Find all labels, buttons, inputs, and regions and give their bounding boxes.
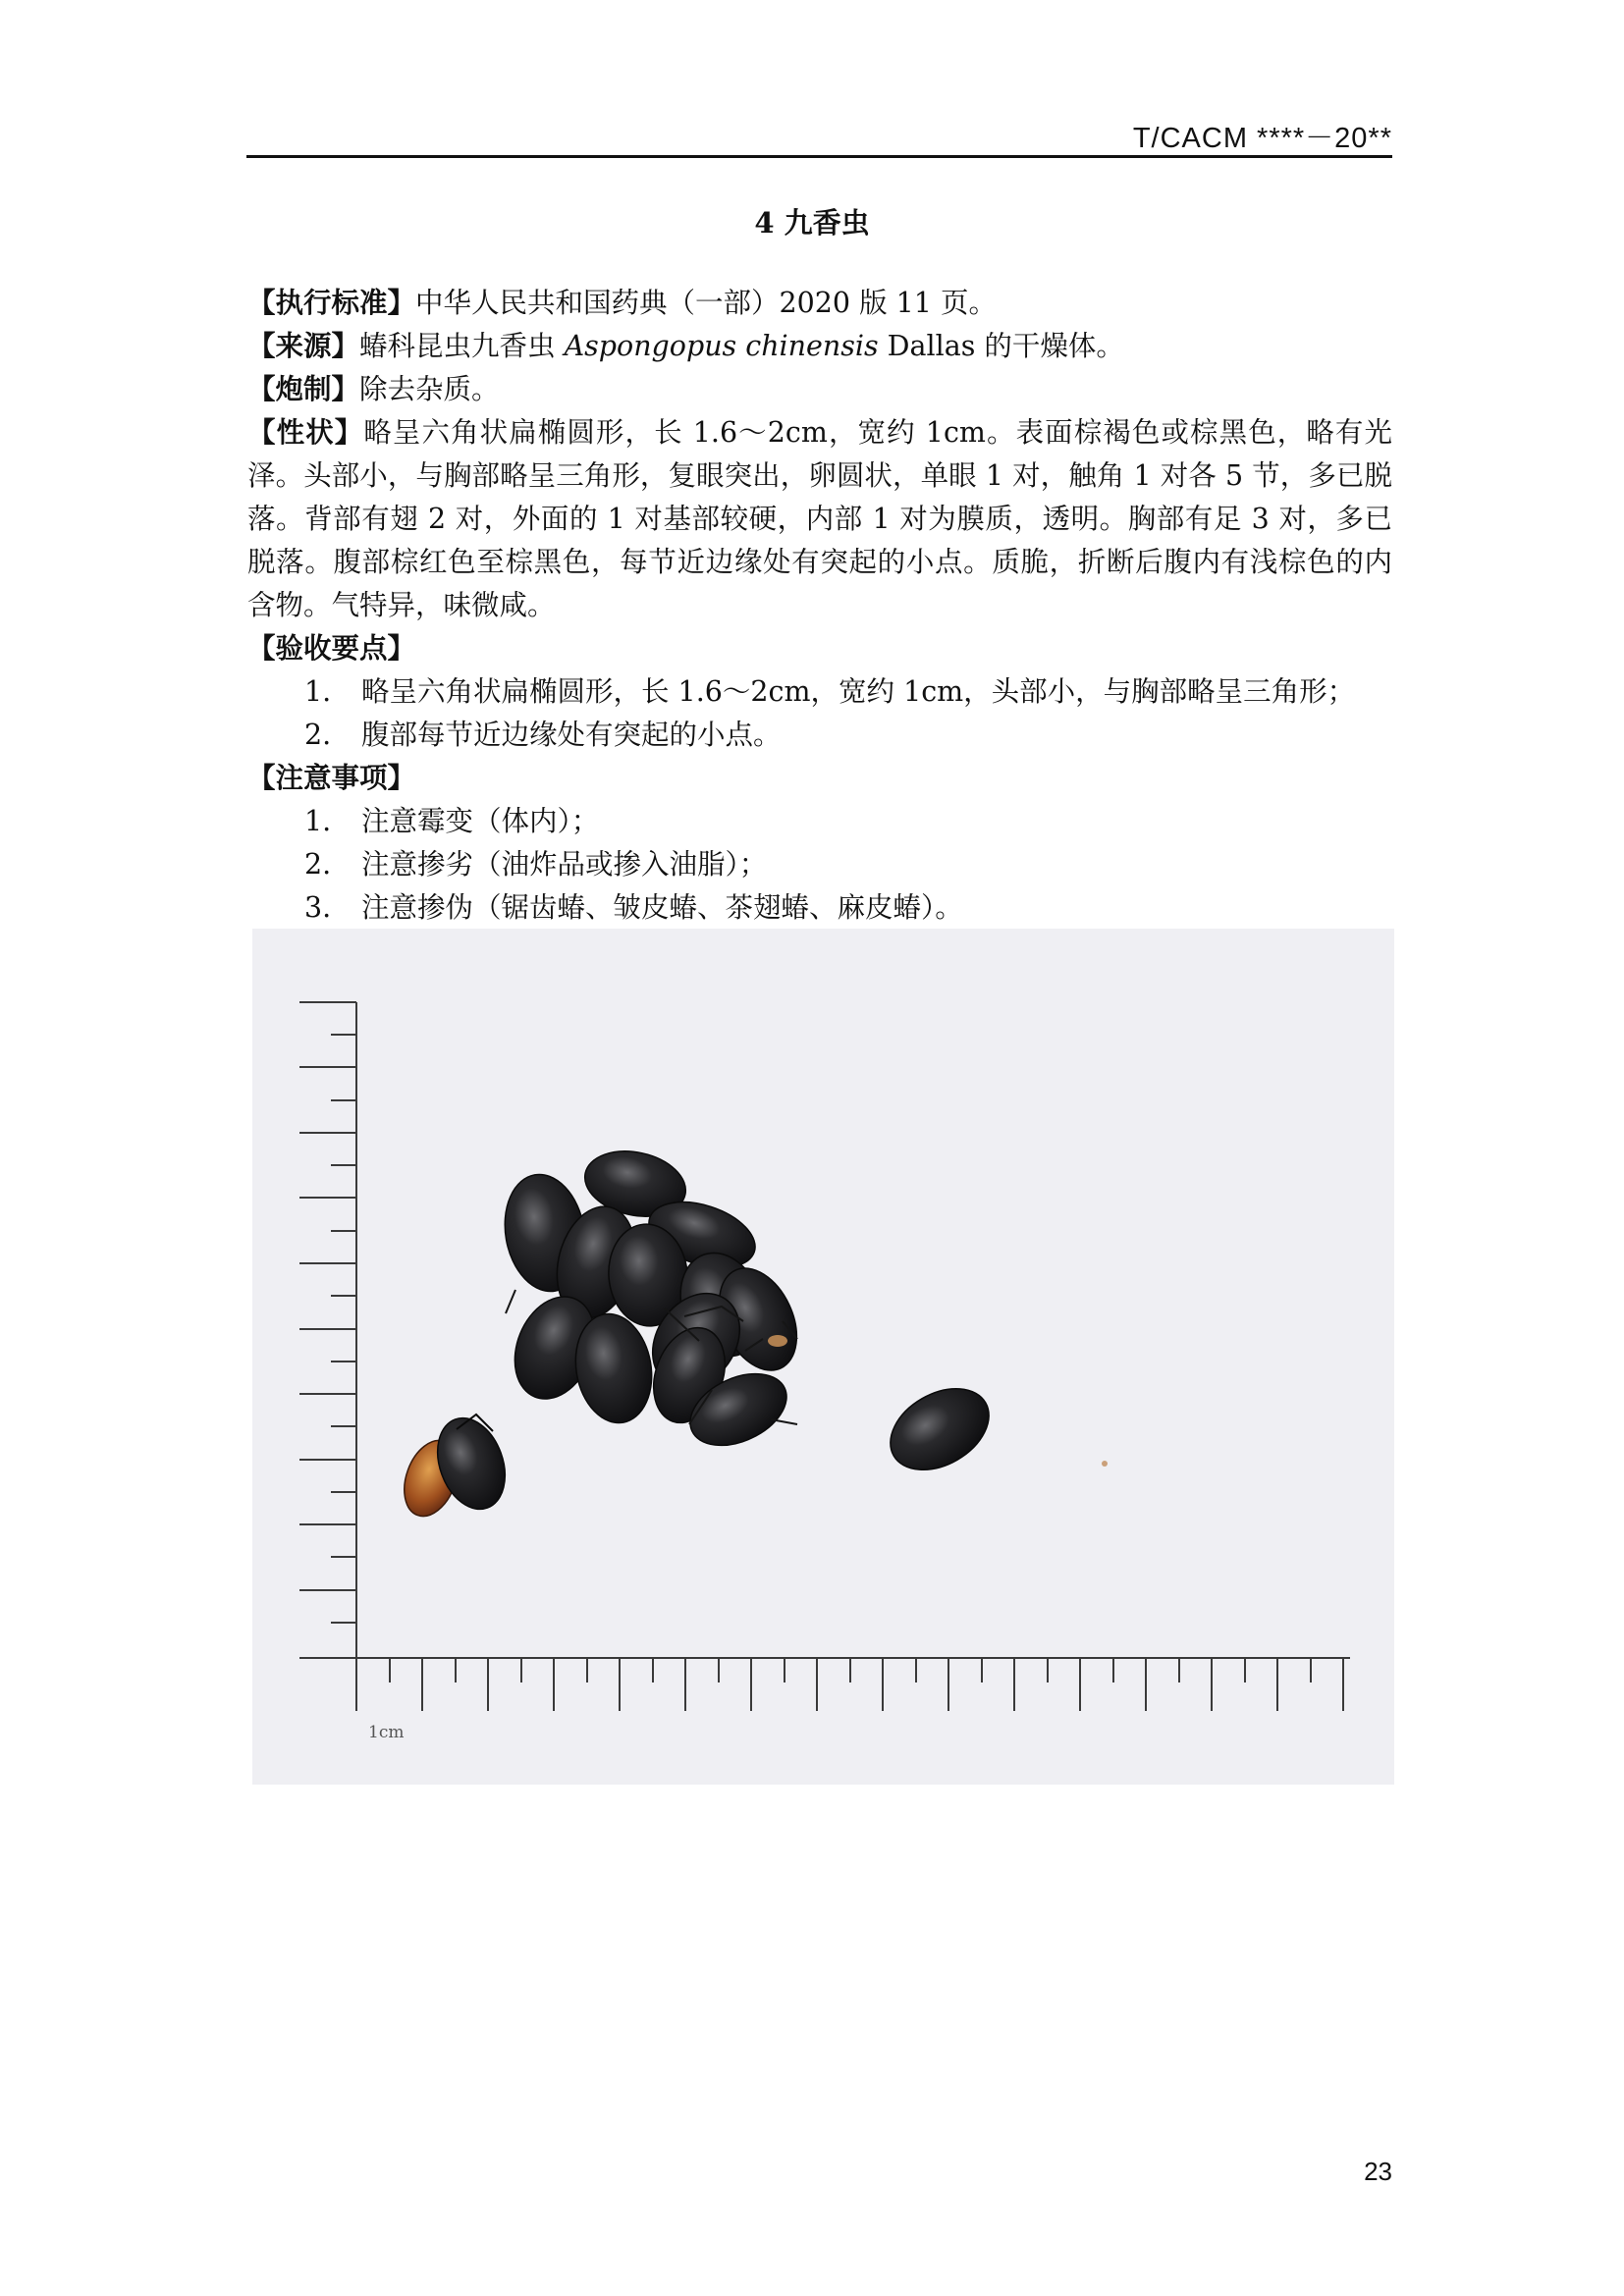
notes-heading: 【注意事项】	[247, 762, 416, 794]
source-paragraph	[247, 325, 1392, 368]
document-code: T/CACM ****－20**	[1132, 123, 1392, 154]
list-text: 腹部每节近边缘处有突起的小点。	[361, 719, 782, 751]
small-fragment	[768, 1335, 787, 1347]
page-number: 23	[1364, 2157, 1392, 2186]
header-rule	[246, 155, 1392, 158]
document-body	[247, 282, 1392, 930]
list-number: 2.	[304, 848, 332, 881]
source-text: 蝽科昆虫九香虫	[359, 330, 565, 362]
source-label: 【来源】	[247, 330, 360, 362]
ruler-scale-label: 1cm	[368, 1723, 405, 1742]
standard-label: 【执行标准】	[247, 287, 416, 319]
list-item	[247, 714, 1392, 757]
characteristics-label: 【性状】	[247, 416, 364, 449]
processing-paragraph	[247, 368, 1392, 411]
specimen-photo	[252, 929, 1394, 1785]
photo-background	[252, 929, 1394, 1785]
list-text: 注意掺劣（油炸品或掺入油脂）；	[361, 848, 768, 881]
list-number: 2.	[304, 719, 332, 751]
list-text: 注意霉变（体内）；	[361, 805, 600, 837]
characteristics-text: 略呈六角状扁椭圆形，长 1.6～2cm，宽约 1cm。表面棕褐色或棕黑色，略有光泽。头部小，与胸部略呈三角形，复眼突出，卵圆状，单眼 1 对，触角 1 对各 5 节，多已脱落。背部有翅 2 对，外面的 1 对基部较硬，内部 1 对为膜质，透明。胸部有足 3 对，多已脱落。腹部棕红色至棕黑色，每节近边缘处有突起的小点。质脆，折断后腹内有浅棕色的内含物。气特异，味微咸。	[247, 416, 1392, 621]
standard-text: 中华人民共和国药典（一部）2020 版 11 页。	[415, 287, 997, 319]
source-text-end: Dallas 的干燥体。	[878, 330, 1124, 362]
processing-label: 【炮制】	[247, 373, 360, 405]
list-item	[247, 800, 1392, 843]
list-item	[247, 886, 1392, 930]
section-title: 4 九香虫	[754, 206, 870, 240]
list-text: 注意掺伪（锯齿蝽、皱皮蝽、茶翅蝽、麻皮蝽）。	[361, 891, 963, 924]
list-number: 3.	[304, 891, 332, 924]
characteristics-paragraph	[247, 411, 1392, 627]
list-number: 1.	[304, 805, 332, 837]
list-item	[247, 843, 1392, 886]
list-item	[247, 670, 1392, 714]
acceptance-heading: 【验收要点】	[247, 632, 416, 665]
processing-text: 除去杂质。	[359, 373, 500, 405]
latin-name: Aspongopus chinensis	[564, 330, 879, 362]
standard-paragraph	[247, 282, 1392, 325]
list-text: 略呈六角状扁椭圆形，长 1.6～2cm，宽约 1cm，头部小，与胸部略呈三角形；	[361, 675, 1356, 708]
debris-dot	[1102, 1461, 1108, 1467]
list-number: 1.	[304, 675, 332, 708]
